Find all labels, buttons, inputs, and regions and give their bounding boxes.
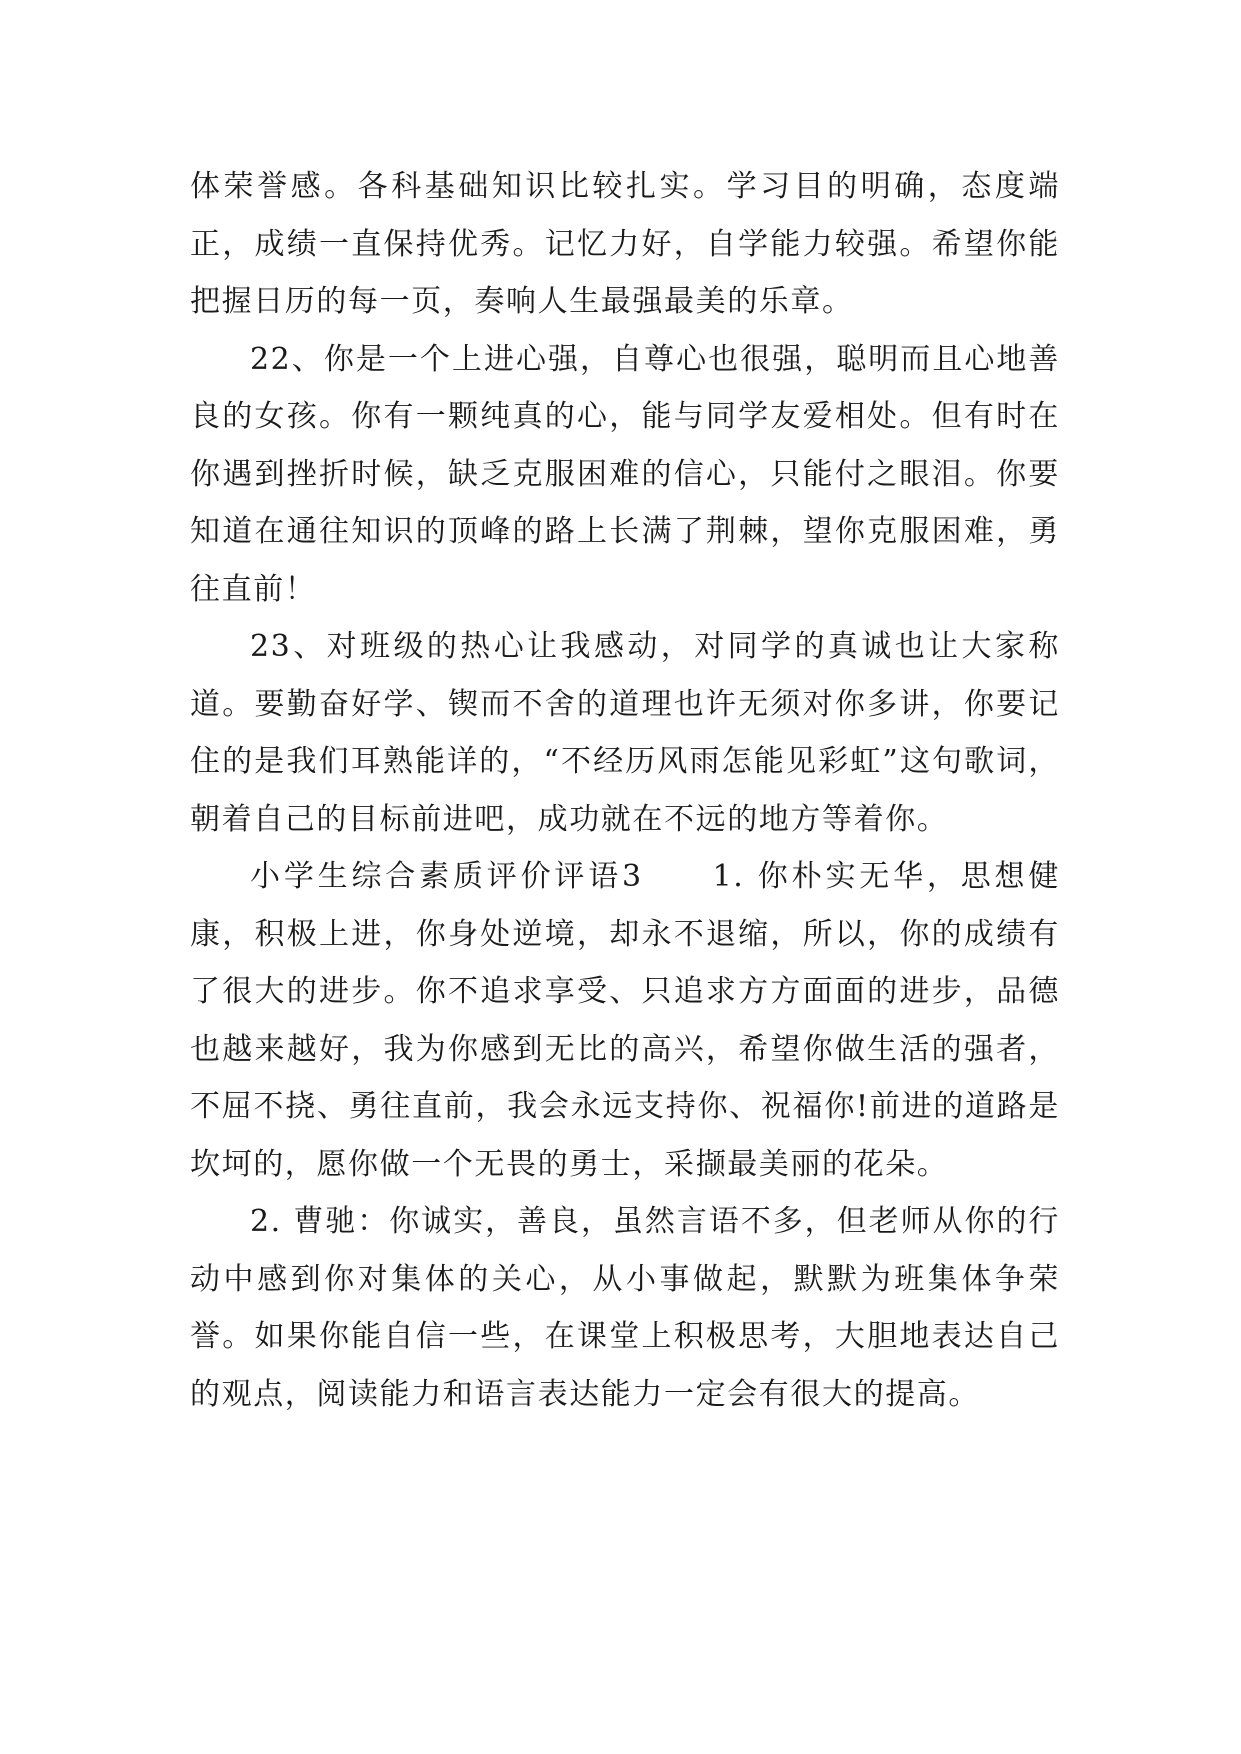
paragraph-comment-23: 23、对班级的热心让我感动，对同学的真诚也让大家称道。要勤奋好学、锲而不舍的道理也许无须对你多讲，你要记住的是我们耳熟能详的，“不经历风雨怎能见彩虹”这句歌词，朝着自己的目标前进吧，成功就在不远的地方等着你。	[190, 629, 1060, 837]
paragraph-continuation: 体荣誉感。各科基础知识比较扎实。学习目的明确，态度端正，成绩一直保持优秀。记忆力好，自学能力较强。希望你能把握日历的每一页，奏响人生最强最美的乐章。	[190, 169, 1060, 319]
paragraph-comment-22: 22、你是一个上进心强，自尊心也很强，聪明而且心地善良的女孩。你有一颗纯真的心，能与同学友爱相处。但有时在你遇到挫折时候，缺乏克服困难的信心，只能付之眼泪。你要知道在通往知识的顶峰的路上长满了荆棘，望你克服困难，勇往直前！	[190, 341, 1060, 607]
document-body	[190, 158, 1060, 1423]
paragraph-comment-2: 2. 曹驰：你诚实，善良，虽然言语不多，但老师从你的行动中感到你对集体的关心，从小事做起，默默为班集体争荣誉。如果你能自信一些，在课堂上积极思考，大胆地表达自己的观点，阅读能力和语言表达能力一定会有很大的提高。	[190, 1204, 1060, 1412]
paragraph-section-3-comment-1: 小学生综合素质评价评语3 1. 你朴实无华，思想健康，积极上进，你身处逆境，却永不退缩，所以，你的成绩有了很大的进步。你不追求享受、只追求方方面面的进步，品德也越来越好，我为你感到无比的高兴，希望你做生活的强者，不屈不挠、勇往直前，我会永远支持你、祝福你!前进的道路是坎坷的，愿你做一个无畏的勇士，采撷最美丽的花朵。	[190, 859, 1060, 1182]
